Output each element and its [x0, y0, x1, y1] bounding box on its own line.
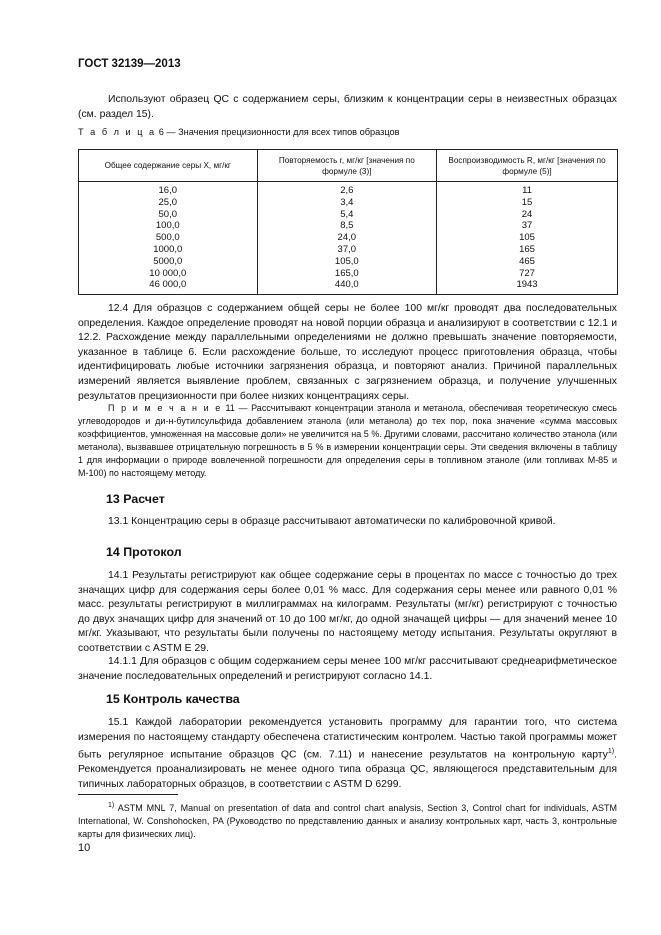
table-row	[79, 244, 618, 256]
page-number: 10	[78, 842, 91, 854]
precision-table	[78, 149, 618, 295]
table-caption-text: 6 — Значения прецизионности для всех типов образцов	[158, 127, 400, 137]
table-row	[79, 268, 618, 280]
paragraph-14-1-1: 14.1.1 Для образцов с общим содержанием серы менее 100 мг/кг рассчитывают среднеарифметическое значение последовательных определений и регистрируют согласно 14.1.	[78, 656, 617, 682]
table-cell: 11	[437, 182, 618, 197]
table-cell: 3,4	[257, 197, 437, 209]
table-row	[79, 182, 618, 197]
table-cell: 8,5	[257, 220, 437, 232]
table-row	[79, 209, 618, 221]
table-cell: 15	[437, 197, 618, 209]
table-cell: 25,0	[79, 197, 258, 209]
table-cell: 727	[437, 268, 618, 280]
table-cell: 5,4	[257, 209, 437, 221]
paragraph-14-1: 14.1 Результаты регистрируют как общее содержание серы в процентах по массе с точностью до трех значащих цифр для содержания серы более 0,01 % масс. Для содержания серы менее или равного 0,01 % масс. результаты регистрируют в миллиграммах на килограмм. Результаты (мг/кг) регистрируют с точностью до двух значащих цифр для значений от 10 до 100 мг/кг, до одной значащей цифры — для значений менее 10 мг/кг. Указывают, что результаты были получены по настоящему методу испытания. Результаты округляют в соответствии с ASTM E 29.	[78, 570, 617, 654]
table-row	[79, 232, 618, 244]
table-cell: 500,0	[79, 232, 258, 244]
table-cell: 37	[437, 220, 618, 232]
table-caption	[78, 127, 399, 137]
footnote-reference: 1)	[607, 748, 615, 756]
paragraph-12-4: 12.4 Для образцов с содержанием общей серы не более 100 мг/кг проводят два последовательных определения. Каждое определение проводят на новой порции образца и анализируют в соответствии с 12.1 и 12.2. Расхождение между параллельными определениями не должно превышать значение повторяемости, указанное в таблице 6. Если расхождение больше, то исследуют процесс приготовления образца, чтобы идентифицировать любые источники загрязнения образца, и повторяют анализ. Причиной параллельных измерений является выявление проблем, связанных с загрязнением образца, и получение улучшенных результатов прецизионности при более низких концентрациях серы.	[78, 303, 617, 402]
table-cell: 5000,0	[79, 256, 258, 268]
footnote-divider	[78, 794, 178, 795]
table-row	[79, 197, 618, 209]
table-caption-label: Т а б л и ц а	[78, 127, 157, 137]
table-cell: 2,6	[257, 182, 437, 197]
table-cell: 465	[437, 256, 618, 268]
table-cell: 100,0	[79, 220, 258, 232]
table-header-cell: Воспроизводимость R, мг/кг [значения по формуле (5)]	[437, 150, 618, 182]
footnote-mark: 1)	[108, 802, 115, 809]
table-header-cell: Общее содержание серы X, мг/кг	[79, 150, 258, 182]
table-cell: 50,0	[79, 209, 258, 221]
section-14-heading: 14 Протокол	[106, 545, 182, 559]
footnote-text: ASTM MNL 7, Manual on presentation of data and control chart analysis, Section 3, Control chart for individuals, ASTM International, W. Conshohocken, PA (Руководство по представлению данных и анализу контрольных карт, часть 3, контрольные карты для физических лиц).	[78, 803, 617, 839]
table-cell: 1000,0	[79, 244, 258, 256]
table-cell: 10 000,0	[79, 268, 258, 280]
table-header-row	[79, 150, 618, 182]
table-cell: 105,0	[257, 256, 437, 268]
note-paragraph	[78, 402, 617, 480]
note-text: 11 — Рассчитывают концентрации этанола и метанола, обеспечивая теоретическую смесь углеводородов и ди-н-бутилсульфида добавлением этанола (или метанола) до тех пор, пока значение «сумма массовых коэффициентов, умноженная на массовые доли» не увеличится на 5 %. Другими словами, рассчитано количество этанола (или метанола), вызвавшее отрицательную погрешность в 5 % в измерении концентрации серы. Эти сведения включены в таблицу 1 для информации о природе вовлеченной погрешности для определения серы в топливном этаноле (или топливах М-85 и М-100) по настоящему методу.	[78, 403, 617, 478]
document-header: ГОСТ 32139—2013	[78, 58, 181, 70]
table-cell: 1943	[437, 279, 618, 294]
table-cell: 37,0	[257, 244, 437, 256]
intro-paragraph: Используют образец QC с содержанием серы, близким к концентрации серы в неизвестных образцах (см. раздел 15).	[78, 94, 617, 120]
section-13-heading: 13 Расчет	[106, 492, 165, 506]
paragraph-15-1: 15.1 Каждой лаборатории рекомендуется установить программу для гарантии того, что система измерения по настоящему стандарту обеспечена статистическим контролем. Частью такой программы может быть регулярное испытание образцов QC (см. 7.11) и нанесение результатов на контрольную карту$^{1)}$. Рекомендуется проанализировать не менее одного типа образца QC, являющегося представительным для типичных лабораторных образцов, в соответствии с ASTM D 6299.	[78, 717, 617, 790]
table-cell: 165	[437, 244, 618, 256]
table-cell: 46 000,0	[79, 279, 258, 294]
paragraph-13-1: 13.1 Концентрацию серы в образце рассчитывают автоматически по калибровочной кривой.	[108, 516, 556, 527]
section-15-heading: 15 Контроль качества	[106, 692, 240, 706]
table-cell: 16,0	[79, 182, 258, 197]
table-row	[79, 256, 618, 268]
table-cell: 24	[437, 209, 618, 221]
table-cell: 105	[437, 232, 618, 244]
table-cell: 24,0	[257, 232, 437, 244]
note-label: П р и м е ч а н и е	[108, 403, 222, 413]
table-cell: 165,0	[257, 268, 437, 280]
table-cell: 440,0	[257, 279, 437, 294]
table-row	[79, 279, 618, 294]
table-row	[79, 220, 618, 232]
table-header-cell: Повторяемость r, мг/кг [значения по формуле (3)]	[257, 150, 437, 182]
footnote	[78, 799, 617, 841]
